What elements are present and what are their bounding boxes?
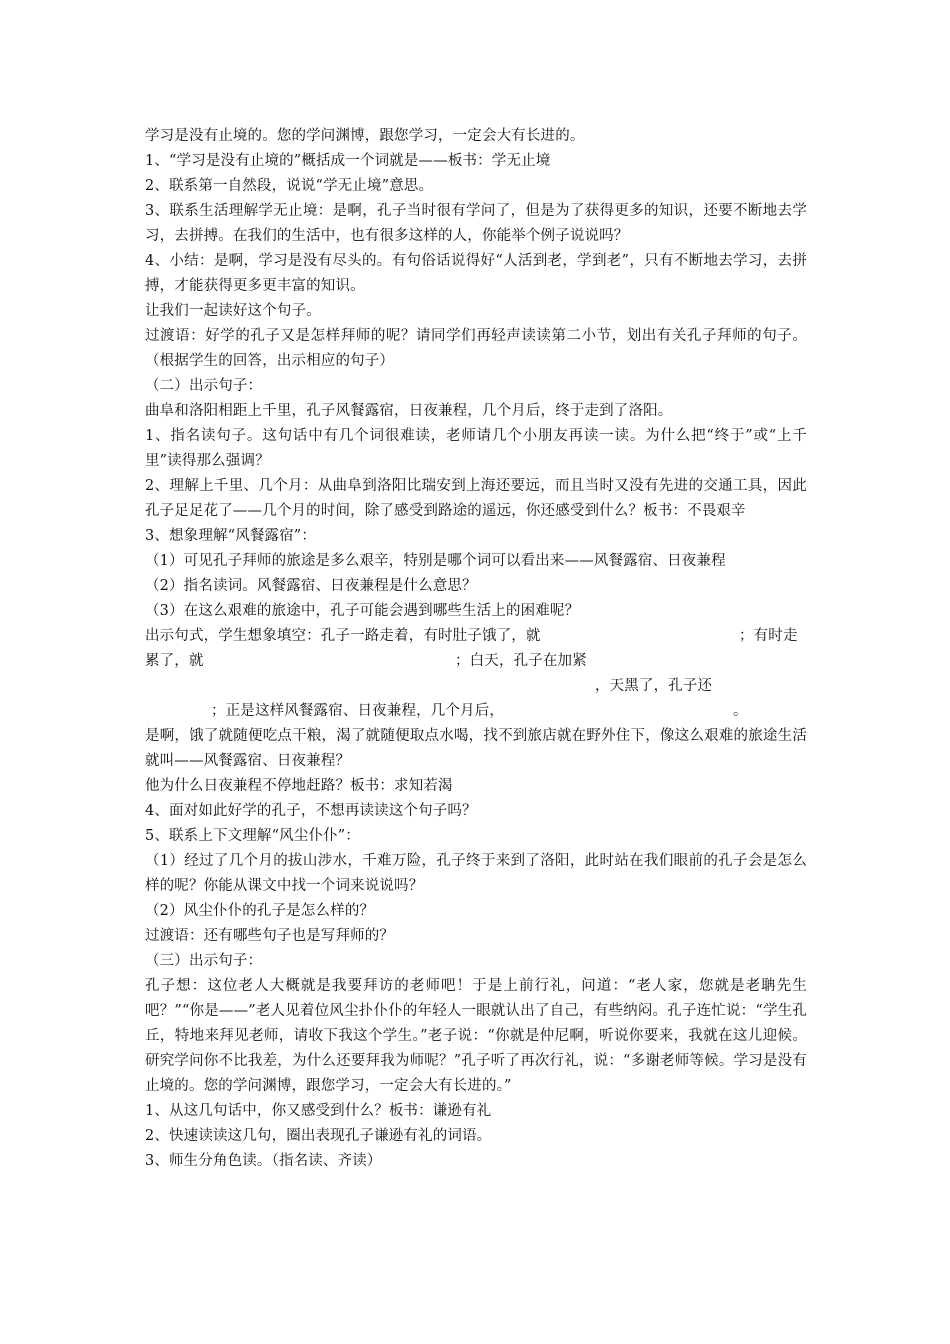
fill-in-row bbox=[145, 674, 807, 699]
fill-in-text: ；白天，孔子在加紧 bbox=[455, 653, 587, 669]
document-body bbox=[145, 124, 807, 1174]
paragraph: （2）指名读词。风餐露宿、日夜兼程是什么意思？ bbox=[145, 578, 477, 594]
paragraph: 3、想象理解“风餐露宿”： bbox=[145, 528, 317, 544]
fill-in-text: 累了，就 bbox=[145, 653, 204, 669]
paragraph: （2）风尘仆仆的孔子是怎么样的？ bbox=[145, 903, 375, 919]
fill-in-text: ；正是这样风餐露宿、日夜兼程，几个月后， bbox=[211, 703, 504, 719]
paragraph: 2、快速读读这几句，圈出表现孔子谦逊有礼的词语。 bbox=[145, 1128, 492, 1144]
paragraph: 曲阜和洛阳相距上千里，孔子风餐露宿，日夜兼程，几个月后，终于走到了洛阳。 bbox=[145, 403, 673, 419]
paragraph: 1、“学习是没有止境的”概括成一个词就是——板书：学无止境 bbox=[145, 153, 551, 169]
fill-in-text: 。 bbox=[733, 703, 748, 719]
paragraph: 学习是没有止境的。您的学问渊博，跟您学习，一定会大有长进的。 bbox=[145, 128, 585, 144]
section-heading: （三）出示句子： bbox=[145, 953, 263, 969]
fill-in-text: ，天黑了，孔子还 bbox=[595, 678, 713, 694]
paragraph: 2、联系第一自然段，说说“学无止境”意思。 bbox=[145, 178, 434, 194]
paragraph: （1）可见孔子拜师的旅途是多么艰辛，特别是哪个词可以看出来——风餐露宿、日夜兼程 bbox=[145, 553, 726, 569]
paragraph: 5、联系上下文理解“风尘仆仆”： bbox=[145, 828, 360, 844]
paragraph: 1、从这几句话中，你又感受到什么？板书：谦逊有礼 bbox=[145, 1103, 492, 1119]
fill-in-text: ；有时走 bbox=[739, 628, 798, 644]
paragraph: 2、理解上千里、几个月：从曲阜到洛阳比瑞安到上海还要远，而且当时又没有先进的交通工具，因此孔子足足花了——几个月的时间，除了感受到路途的遥远，你还感受到什么？板书：不畏艰辛 bbox=[145, 478, 807, 519]
section-heading: （二）出示句子： bbox=[145, 378, 263, 394]
paragraph: 是啊，饿了就随便吃点干粮，渴了就随便取点水喝，找不到旅店就在野外住下，像这么艰难的旅途生活就叫——风餐露宿、日夜兼程？ bbox=[145, 728, 807, 769]
paragraph: 4、面对如此好学的孔子，不想再读读这个句子吗？ bbox=[145, 803, 477, 819]
fill-in-text: 出示句式，学生想象填空：孔子一路走着，有时肚子饿了，就 bbox=[145, 628, 541, 644]
fill-in-row bbox=[145, 624, 807, 649]
paragraph: 孔子想：这位老人大概就是我要拜访的老师吧！于是上前行礼，问道：“老人家，您就是老聃先生吧？”“你是——”老人见着位风尘扑仆仆的年轻人一眼就认出了自己，有些纳闷。孔子连忙说：“学生孔丘，特地来拜见老师，请收下我这个学生。”老子说：“你就是仲尼啊，听说你要来，我就在这儿迎候。研究学问你不比我差，为什么还要拜我为师呢？”孔子听了再次行礼，说：“多谢老师等候。学习是没有止境的。您的学问渊博，跟您学习，一定会大有长进的。” bbox=[145, 978, 807, 1094]
paragraph: 4、小结：是啊，学习是没有尽头的。有句俗话说得好“人活到老，学到老”，只有不断地去学习，去拼搏，才能获得更多更丰富的知识。 bbox=[145, 253, 807, 294]
fill-in-row bbox=[145, 699, 807, 724]
paragraph: 过渡语：还有哪些句子也是写拜师的？ bbox=[145, 928, 395, 944]
paragraph: 让我们一起读好这个句子。 bbox=[145, 303, 321, 319]
paragraph: （1）经过了几个月的拔山涉水，千难万险，孔子终于来到了洛阳，此时站在我们眼前的孔子会是怎么样的呢？你能从课文中找一个词来说说吗？ bbox=[145, 853, 807, 894]
paragraph: 过渡语：好学的孔子又是怎样拜师的呢？请同学们再轻声读读第二小节，划出有关孔子拜师的句子。（根据学生的回答，出示相应的句子） bbox=[145, 328, 807, 369]
fill-in-row bbox=[145, 649, 807, 674]
paragraph: 1、指名读句子。这句话中有几个词很难读，老师请几个小朋友再读一读。为什么把“终于”或“上千里”读得那么强调？ bbox=[145, 428, 807, 469]
paragraph: （3）在这么艰难的旅途中，孔子可能会遇到哪些生活上的困难呢？ bbox=[145, 603, 580, 619]
paragraph: 3、联系生活理解学无止境：是啊，孔子当时很有学问了，但是为了获得更多的知识，还要不断地去学习，去拼搏。在我们的生活中，也有很多这样的人，你能举个例子说说吗？ bbox=[145, 203, 807, 244]
paragraph: 3、师生分角色读。（指名读、齐读） bbox=[145, 1153, 382, 1169]
paragraph: 他为什么日夜兼程不停地赶路？板书：求知若渴 bbox=[145, 778, 453, 794]
